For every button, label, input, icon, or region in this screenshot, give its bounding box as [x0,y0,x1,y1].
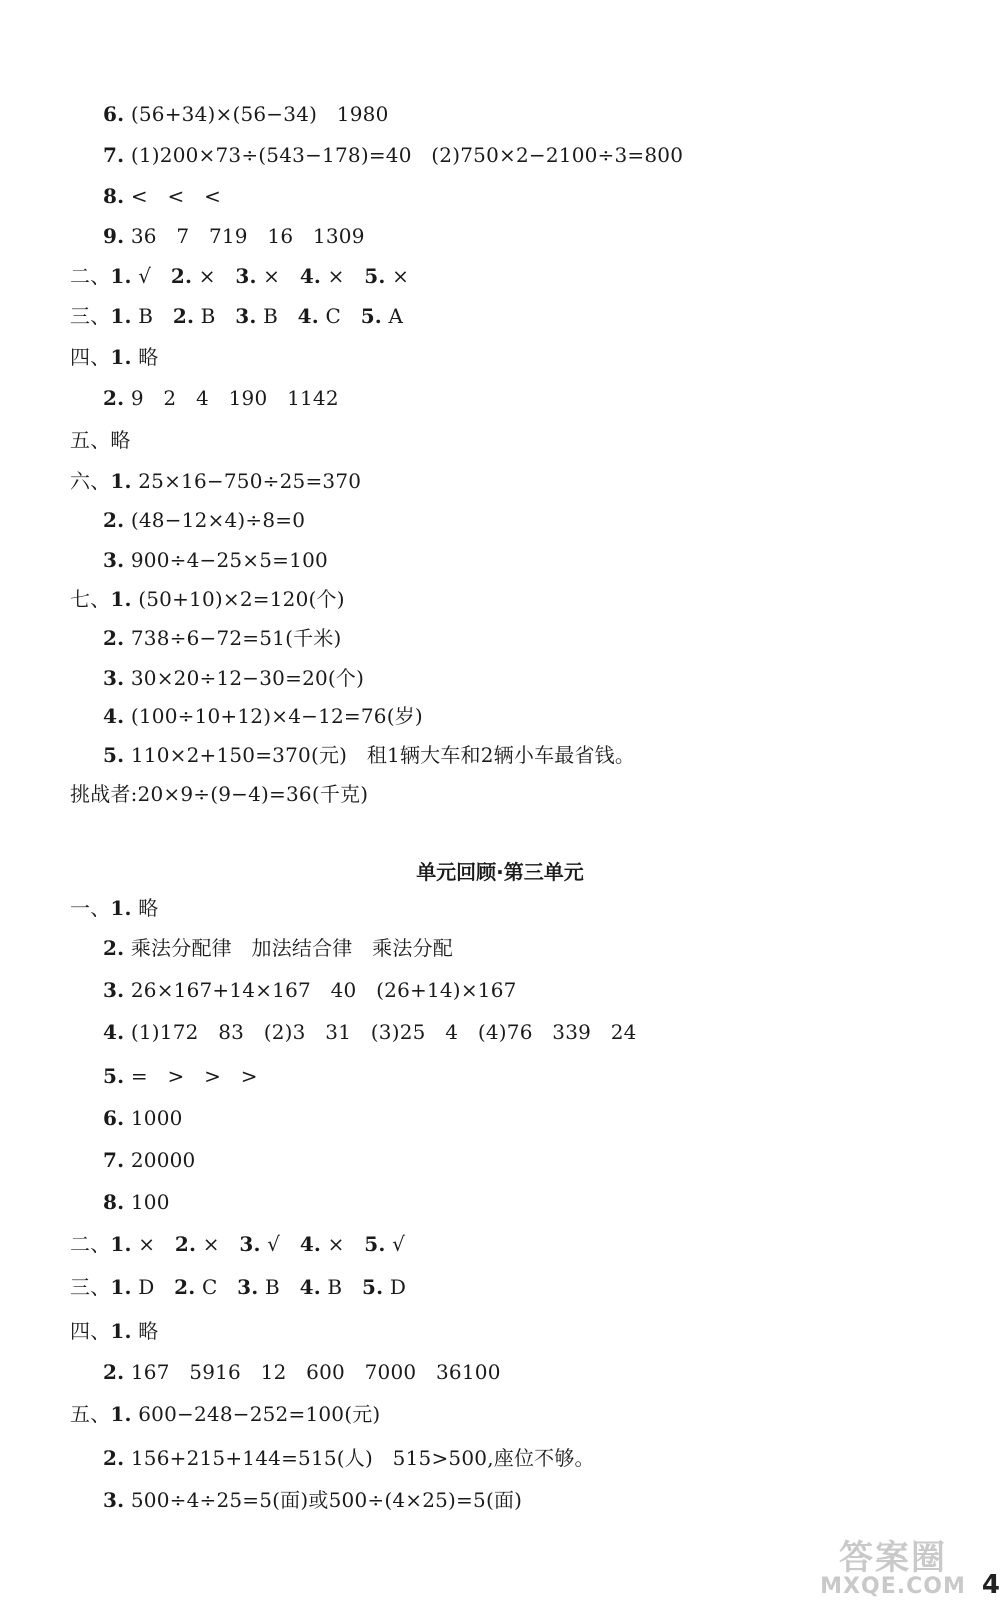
answer-line [70,302,403,330]
item-number: 1. [110,896,132,920]
answer-text: × [192,264,236,288]
answer-text: B [258,1275,300,1299]
section-heading: 单元回顾·第三单元 [416,860,584,884]
item-number: 4. [299,264,322,288]
answer-line [70,1230,405,1258]
section-label: 四、 [70,345,111,369]
answer-line [103,741,635,769]
section-label: 三、 [70,304,111,328]
page-number: 4 [981,1570,1000,1600]
answer-line [103,1146,195,1174]
item-number: 1. [110,587,132,611]
item-number: 2. [174,1275,196,1299]
answer-text: √ [385,1232,406,1256]
item-number: 4. [299,1275,321,1299]
answer-text: B [320,1275,363,1299]
item-number: 3. [237,1275,259,1299]
item-number: 5. [362,1275,384,1299]
item-number: 4. [299,1232,322,1256]
answer-text: × [321,1232,365,1256]
answer-text: × [131,1232,175,1256]
watermark-logo [808,1540,978,1600]
answer-line [70,467,361,495]
answer-text: C [195,1275,238,1299]
item-number: 5. [360,304,382,328]
answer-text: (100÷10+12)×4−12=76(岁) [124,704,423,728]
item-number: 1. [110,264,132,288]
answer-text: 100 [124,1190,170,1214]
answer-text: 110×2+150=370(元) 租1辆大车和2辆小车最省钱。 [124,743,636,767]
answer-line [103,702,423,730]
item-number: 3. [103,978,125,1002]
item-number: 6. [103,1106,125,1130]
item-number: 2. [170,264,193,288]
answer-text: 36 7 719 16 1309 [124,224,365,248]
answer-line [70,343,158,371]
answer-text: 略 [110,428,131,452]
answer-text: 26×167+14×167 40 (26+14)×167 [124,978,517,1002]
answer-text: 500÷4÷25=5(面)或500÷(4×25)=5(面) [124,1488,523,1512]
answer-text: 30×20÷12−30=20(个) [124,666,365,690]
item-number: 2. [103,626,125,650]
answer-line [103,1358,501,1386]
section-label: 三、 [70,1275,111,1299]
item-number: 4. [297,304,319,328]
answer-line [103,1444,595,1472]
answer-text: C [318,304,361,328]
answer-line [103,1018,637,1046]
answer-text: 20000 [124,1148,196,1172]
answer-line [103,222,365,250]
answer-text: × [385,264,410,288]
item-number: 7. [103,1148,125,1172]
item-number: 3. [103,666,125,690]
item-number: 6. [103,102,125,126]
answer-text: 略 [131,896,159,920]
answer-line [103,141,683,169]
answer-text: × [321,264,365,288]
answer-line [70,894,158,922]
item-number: 9. [103,224,125,248]
section-label: 挑战者: [70,782,138,806]
item-number: 1. [110,1402,132,1426]
answer-line [103,1188,170,1216]
item-number: 1. [110,1232,132,1256]
answer-text: B [131,304,173,328]
item-number: 8. [103,184,125,208]
item-number: 3. [103,548,125,572]
answer-line [103,934,453,962]
watermark-url: MXQE.COM [820,1574,966,1599]
answer-line [70,1273,406,1301]
answer-line [70,262,409,290]
item-number: 2. [172,304,195,328]
answer-text: D [383,1275,407,1299]
section-label: 二、 [70,1232,111,1256]
answer-line [103,624,342,652]
answer-text: 738÷6−72=51(千米) [124,626,342,650]
answer-text: (56+34)×(56−34) 1980 [124,102,389,126]
answer-text: (50+10)×2=120(个) [131,587,345,611]
answer-text: B [194,304,236,328]
answer-line [70,780,368,808]
item-number: 3. [239,1232,261,1256]
item-number: 1. [110,469,132,493]
answer-line [70,426,131,454]
item-number: 5. [364,1232,386,1256]
answer-text: 略 [131,1319,159,1343]
answer-line [70,1400,380,1428]
answer-line [103,546,328,574]
item-number: 5. [364,264,386,288]
item-number: 1. [110,304,132,328]
item-number: 3. [235,304,257,328]
section-label: 二、 [70,264,111,288]
item-number: 4. [103,1020,125,1044]
section-label: 七、 [70,587,111,611]
item-number: 2. [174,1232,197,1256]
answer-text: × [256,264,300,288]
answer-line [103,100,389,128]
answer-text: 25×16−750÷25=370 [131,469,362,493]
answer-text: √ [260,1232,300,1256]
answer-line [103,1062,258,1090]
answer-text: 600−248−252=100(元) [131,1402,381,1426]
item-number: 2. [103,1446,125,1470]
section-label: 五、 [70,1402,111,1426]
answer-line [103,664,364,692]
answer-text: 167 5916 12 600 7000 36100 [124,1360,501,1384]
answer-line [103,182,221,210]
answer-text: A [381,304,404,328]
answer-line [103,1486,522,1514]
section-label: 四、 [70,1319,111,1343]
answer-line [103,1104,183,1132]
answer-line [103,506,305,534]
answer-text: × [196,1232,240,1256]
item-number: 2. [103,386,125,410]
answer-text: = > > > [124,1064,258,1088]
item-number: 5. [103,743,125,767]
answer-text: 9 2 4 190 1142 [124,386,339,410]
answer-text: (48−12×4)÷8=0 [124,508,306,532]
item-number: 3. [103,1488,125,1512]
answer-line [70,1317,158,1345]
answer-text: B [256,304,298,328]
item-number: 3. [235,264,257,288]
item-number: 1. [110,1275,132,1299]
answer-text: 略 [131,345,159,369]
item-number: 7. [103,143,125,167]
item-number: 1. [110,345,132,369]
answer-text: 900÷4−25×5=100 [124,548,328,572]
answer-line [103,384,339,412]
answer-text: √ [131,264,171,288]
answer-text: 156+215+144=515(人) 515>500,座位不够。 [124,1446,595,1470]
section-label: 一、 [70,896,111,920]
answer-text: 20×9÷(9−4)=36(千克) [137,782,369,806]
item-number: 1. [110,1319,132,1343]
section-label: 五、 [70,428,111,452]
item-number: 2. [103,508,125,532]
item-number: 8. [103,1190,125,1214]
item-number: 2. [103,936,125,960]
watermark-text: 答案圈 [839,1538,947,1578]
answer-text: < < < [124,184,222,208]
item-number: 4. [103,704,125,728]
answer-text: 乘法分配律 加法结合律 乘法分配 [124,936,453,960]
answer-text: (1)200×73÷(543−178)=40 (2)750×2−2100÷3=800 [124,143,684,167]
answer-text: D [131,1275,175,1299]
item-number: 2. [103,1360,125,1384]
item-number: 5. [103,1064,125,1088]
answer-text: 1000 [124,1106,183,1130]
section-label: 六、 [70,469,111,493]
answer-line [70,585,345,613]
answer-text: (1)172 83 (2)3 31 (3)25 4 (4)76 339 24 [124,1020,637,1044]
answer-line [103,976,517,1004]
